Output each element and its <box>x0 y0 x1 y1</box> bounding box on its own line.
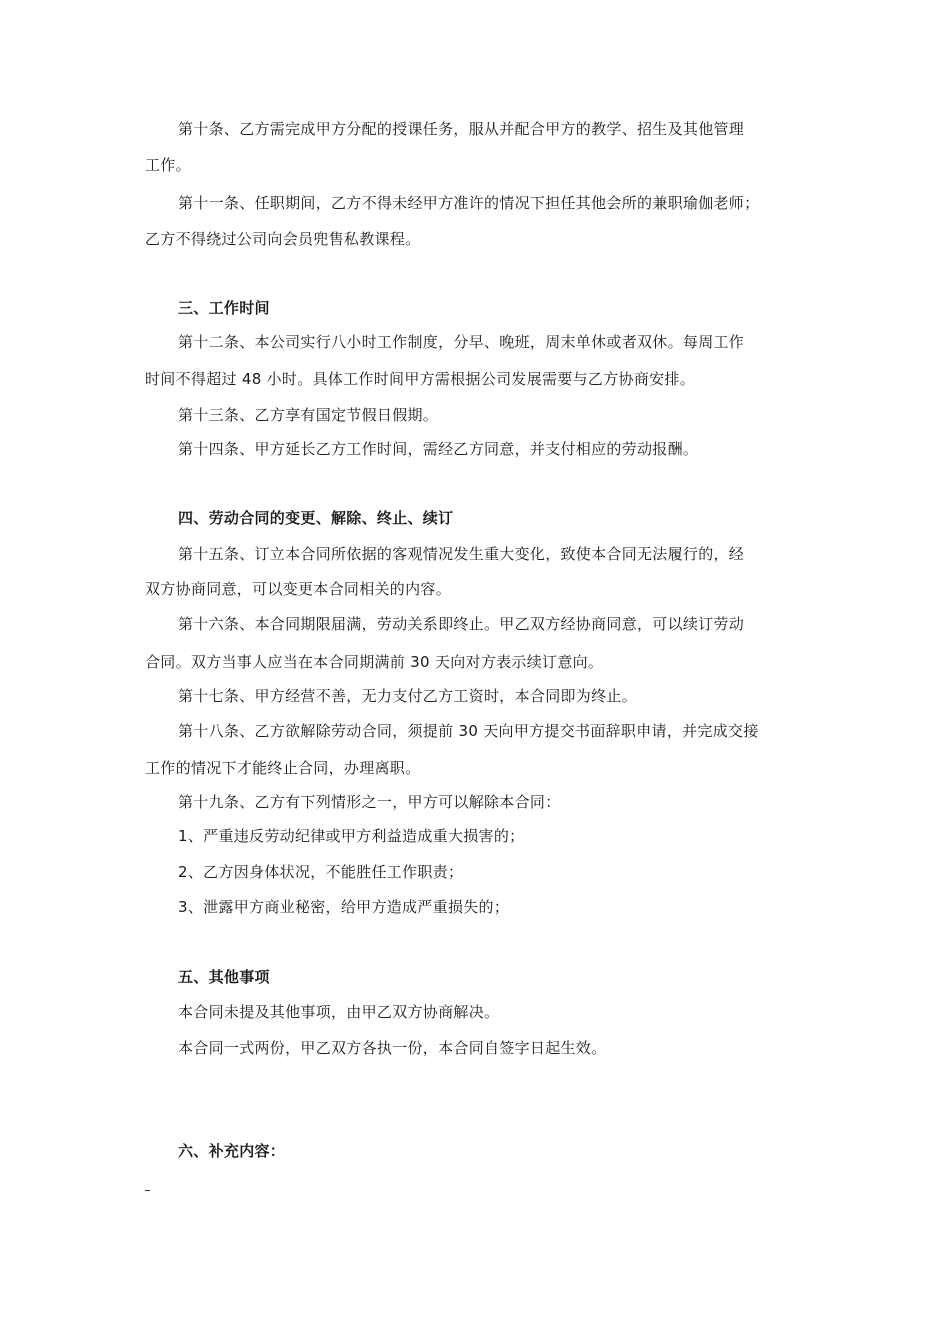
article-10-line-1: 第十条、乙方需完成甲方分配的授课任务，服从并配合甲方的教学、招生及其他管理 <box>178 120 745 138</box>
article-14: 第十四条、甲方延长乙方工作时间，需经乙方同意，并支付相应的劳动报酬。 <box>178 440 699 458</box>
page-marker-dash <box>145 1190 150 1191</box>
list-item-2: 2、乙方因身体状况，不能胜任工作职责； <box>178 863 464 881</box>
article-16-line-2: 合同。双方当事人应当在本合同期满前 30 天向对方表示续订意向。 <box>145 653 604 671</box>
list-item-1: 1、严重违反劳动纪律或甲方利益造成重大损害的； <box>178 827 525 845</box>
article-17: 第十七条、甲方经营不善，无力支付乙方工资时，本合同即为终止。 <box>178 687 638 705</box>
section-5-paragraph-1: 本合同未提及其他事项，由甲乙双方协商解决。 <box>178 1003 500 1021</box>
article-15-line-1: 第十五条、订立本合同所依据的客观情况发生重大变化，致使本合同无法履行的，经 <box>178 545 745 563</box>
article-16-line-1: 第十六条、本合同期限届满，劳动关系即终止。甲乙双方经协商同意，可以续订劳动 <box>178 615 745 633</box>
article-15-line-2: 双方协商同意，可以变更本合同相关的内容。 <box>145 580 452 598</box>
article-19: 第十九条、乙方有下列情形之一，甲方可以解除本合同： <box>178 793 561 811</box>
article-12-line-1: 第十二条、本公司实行八小时工作制度，分早、晚班，周末单休或者双休。每周工作 <box>178 333 745 351</box>
article-10-line-2: 工作。 <box>145 156 191 174</box>
section-4-heading: 四、劳动合同的变更、解除、终止、续订 <box>178 509 454 527</box>
section-5-paragraph-2: 本合同一式两份，甲乙双方各执一份，本合同自签字日起生效。 <box>178 1039 607 1057</box>
article-18-line-2: 工作的情况下才能终止合同，办理离职。 <box>145 759 421 777</box>
article-12-line-2: 时间不得超过 48 小时。具体工作时间甲方需根据公司发展需要与乙方协商安排。 <box>145 370 696 388</box>
article-11-line-2: 乙方不得绕过公司向会员兜售私教课程。 <box>145 230 421 248</box>
article-11-line-1: 第十一条、任职期间，乙方不得未经甲方准许的情况下担任其他会所的兼职瑜伽老师； <box>178 194 760 212</box>
article-13: 第十三条、乙方享有国定节假日假期。 <box>178 406 439 424</box>
article-18-line-1: 第十八条、乙方欲解除劳动合同，须提前 30 天向甲方提交书面辞职申请，并完成交接 <box>178 722 759 740</box>
section-5-heading: 五、其他事项 <box>178 968 270 986</box>
list-item-3: 3、泄露甲方商业秘密，给甲方造成严重损失的； <box>178 898 510 916</box>
section-6-heading: 六、补充内容： <box>178 1142 286 1160</box>
section-3-heading: 三、工作时间 <box>178 299 270 317</box>
